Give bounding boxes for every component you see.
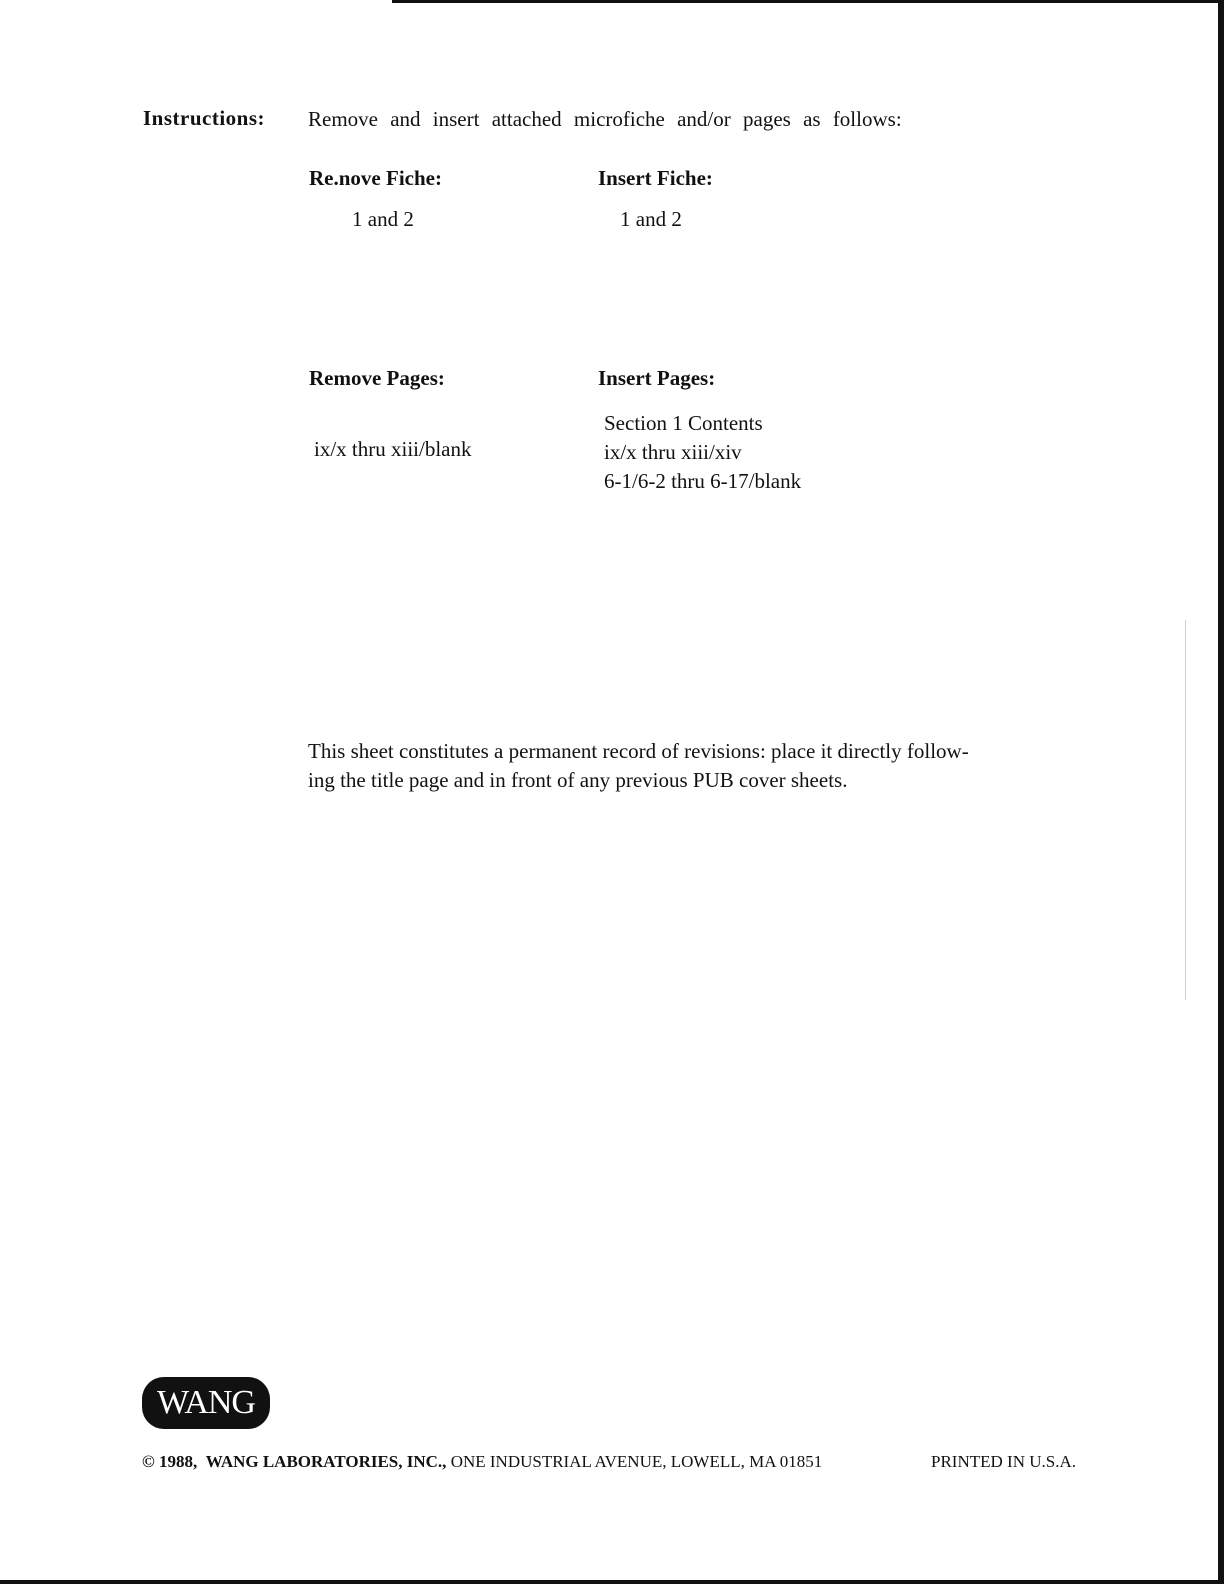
insert-pages-item: 6-1/6-2 thru 6-17/blank: [604, 469, 802, 493]
remove-pages-heading: Remove Pages:: [309, 366, 445, 390]
insert-pages-item: ix/x thru xiii/xiv: [604, 440, 742, 464]
revision-notice-line: This sheet constitutes a permanent record of revisions: place it directly follow-: [308, 739, 969, 763]
insert-fiche-value: 1 and 2: [620, 207, 682, 231]
footer-line: [142, 1452, 1076, 1472]
remove-fiche-value: 1 and 2: [352, 207, 414, 231]
remove-pages-item: ix/x thru xiii/blank: [314, 437, 472, 461]
company-address: ONE INDUSTRIAL AVENUE, LOWELL, MA 01851: [450, 1452, 823, 1471]
wang-logo: WANG: [142, 1377, 270, 1429]
copyright-notice: © 1988,: [142, 1452, 198, 1471]
company-name: WANG LABORATORIES, INC.,: [205, 1452, 447, 1471]
right-page-edge: [1218, 0, 1224, 1584]
insert-pages-heading: Insert Pages:: [598, 366, 716, 390]
insert-fiche-heading: Insert Fiche:: [598, 166, 713, 190]
instructions-label: Instructions:: [143, 106, 266, 130]
top-rule: [392, 0, 1224, 3]
bottom-rule: [0, 1580, 1224, 1584]
scan-artifact-line: [1185, 620, 1186, 1000]
revision-notice-line: ing the title page and in front of any previous PUB cover sheets.: [308, 768, 848, 792]
instructions-text: Remove and insert attached microfiche and/or pages as follows:: [308, 107, 902, 131]
revision-notice: [308, 737, 1068, 795]
remove-fiche-heading: Re.nove Fiche:: [309, 166, 442, 190]
insert-pages-item: Section 1 Contents: [604, 411, 763, 435]
printed-in-notice: PRINTED IN U.S.A.: [931, 1452, 1076, 1471]
